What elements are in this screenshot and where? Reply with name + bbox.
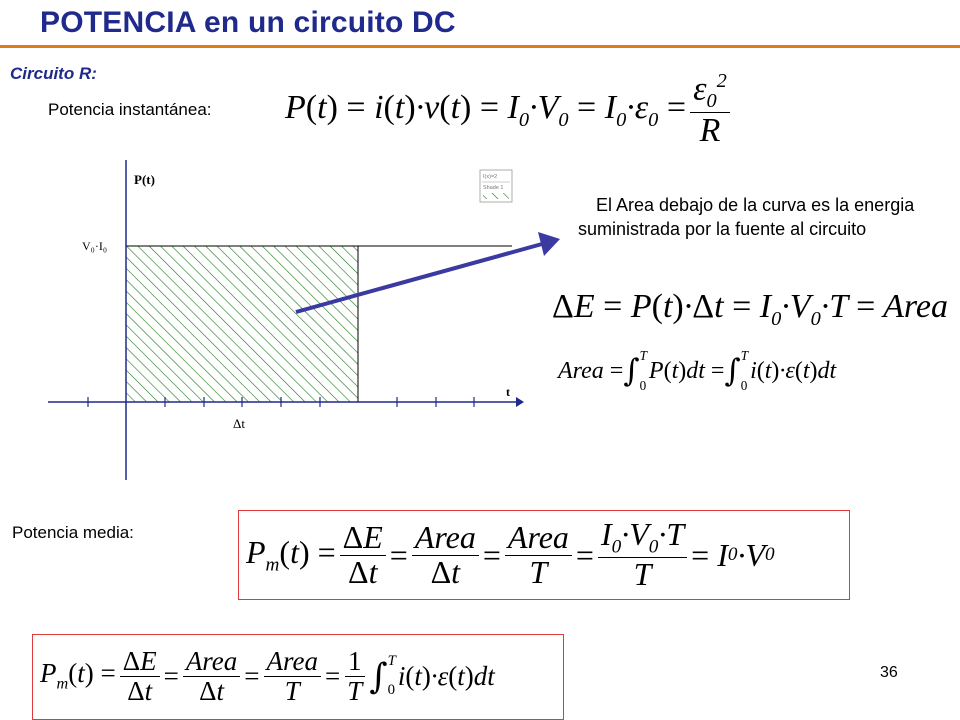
page-title: POTENCIA en un circuito DC: [40, 6, 456, 39]
title-underline: [0, 45, 960, 48]
page-number: 36: [880, 664, 898, 681]
y-axis-label: P(t): [134, 172, 155, 187]
delta-t-label: Δt: [233, 416, 245, 431]
area-description: El Area debajo de la curva es la energia suministrada por la fuente al circuito: [578, 195, 915, 239]
legend-line-2: Shade 1: [483, 185, 504, 191]
average-power-integral-formula: $P_m(t)$ = $\frac{\Delta E}{\Delta t}$ = $\frac{\text{Area}}{\Delta t}$ = $\frac{\text{Area}}{T}$ = $\frac{1}{T}$ ∫ T 0 i(t)·ε(t)dt: [40, 646, 495, 706]
average-power-label: Potencia media:: [12, 523, 134, 542]
pointer-arrow: [290, 230, 570, 320]
x-axis-label: t: [506, 385, 510, 399]
area-integral-formula: Area = ∫ T 0 P(t)dt = ∫ T 0 i(t)·ε(t)dt: [558, 348, 837, 393]
energy-formula: $\Delta E = P(t)\cdot\Delta t = I_0\cdot V_0\cdot T$ = Area: [552, 288, 948, 330]
power-graph: [40, 160, 530, 490]
instant-power-label: Potencia instantánea:: [48, 100, 212, 119]
instant-power-formula: $P(t) = i(t)\cdot v(t) = I_0\cdot V_0 = I_0\cdot\varepsilon_0$ = $\frac{\varepsilon_0^2}{R}$: [285, 70, 734, 150]
average-power-formula: $P_m(t)$ = $\frac{\Delta E}{\Delta t}$ = $\frac{\text{Area}}{\Delta t}$ = $\frac{\text{Area}}{T}$ = $\frac{I_0\cdot V_0\cdot T}{T}$ = I 0 ·V 0: [246, 515, 775, 593]
legend-line-1: I(x)=2: [483, 174, 498, 180]
section-subtitle: Circuito R:: [10, 64, 97, 83]
power-level-label: V₀·I₀: [82, 239, 108, 253]
